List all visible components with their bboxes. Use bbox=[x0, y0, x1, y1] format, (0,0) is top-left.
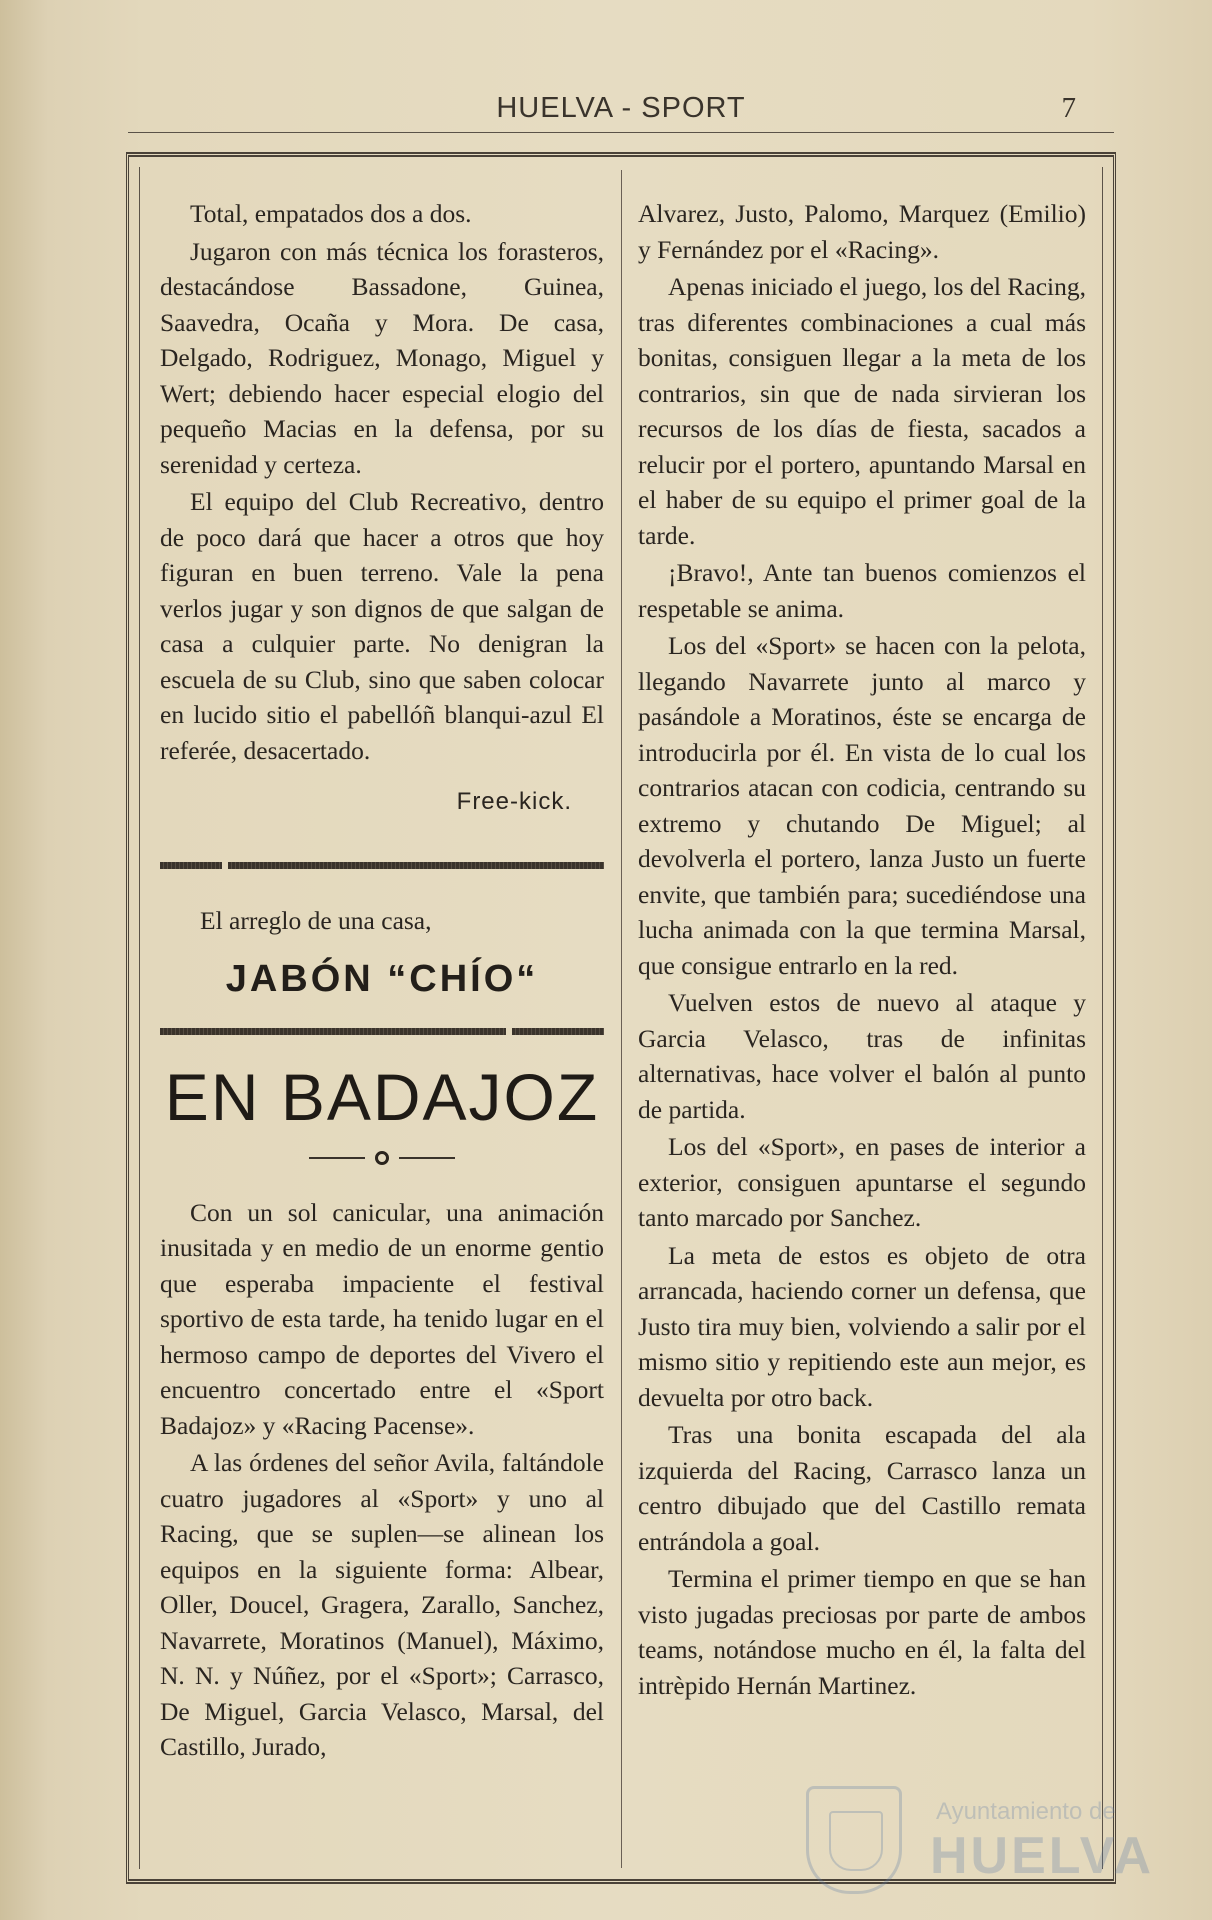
paragraph: Total, empatados dos a dos. bbox=[190, 199, 472, 228]
paragraph: Tras una bonita escapada del ala izquierda del Racing, Carrasco lanza un centro dibujado que del Castillo remata entrándola a goal. bbox=[638, 1420, 1086, 1556]
paragraph: ¡Bravo!, Ante tan buenos comienzos el respetable se anima. bbox=[638, 558, 1086, 623]
article-headline: EN BADAJOZ bbox=[164, 1059, 600, 1134]
archive-watermark bbox=[806, 1786, 1155, 1896]
section-rule bbox=[160, 862, 604, 869]
shield-icon bbox=[806, 1786, 902, 1894]
ring-ornament-icon bbox=[375, 1151, 389, 1165]
paragraph: Los del «Sport» se hacen con la pelota, llegando Navarrete junto al marco y pasándole a Moratinos, éste se encarga de introducirla por él. En vista de lo cual los contrarios atacan con codicia, centrando su extremo y chutando De Miguel; al devolverla el portero, lanza Justo un fuerte envite, que también para; sucediéndose una lucha animada con la que termina Marsal, que consigue entrarlo en la red. bbox=[638, 631, 1086, 980]
column-divider bbox=[621, 170, 622, 1868]
headline-ornament bbox=[160, 1151, 604, 1165]
paragraph: Termina el primer tiempo en que se han visto jugadas preciosas por parte de ambos teams, notándose mucho en él, la falta del intrèpido Hernán Martinez. bbox=[638, 1564, 1086, 1700]
running-title: HUELVA - SPORT bbox=[496, 92, 746, 124]
watermark-line2: HUELVA bbox=[930, 1827, 1155, 1885]
advert-line: El arreglo de una casa, bbox=[200, 905, 432, 935]
paragraph: A las órdenes del señor Avila, faltándole cuatro jugadores al «Sport» y uno al Racing, que se suplen—se alinean los equipos en la siguiente forma: Albear, Oller, Doucel, Gragera, Zarallo, Sanchez, Navarrete, Moratinos (Manuel), Máximo, N. N. y Núñez, por el «Sport»; Carrasco, De Miguel, Garcia Velasco, Marsal, del Castillo, Jurado, bbox=[160, 1448, 604, 1761]
watermark-line1: Ayuntamiento de bbox=[936, 1798, 1116, 1825]
paragraph: Jugaron con más técnica los forasteros, destacándose Bassadone, Guinea, Saavedra, Ocaña y Mora. De casa, Delgado, Rodriguez, Monago, Miguel y Wert; debiendo hacer especial elogio del pequeño Macias en la defensa, por su serenidad y certeza. bbox=[160, 236, 604, 479]
paragraph: Apenas iniciado el juego, los del Racing, tras diferentes combinaciones a cual más bonitas, consiguen llegar a la meta de los contrarios, sin que de nada sirvieran los recursos de los días de fiesta, sacados a relucir por el portero, apuntando Marsal en el haber de su equipo el primer goal de la tarde. bbox=[638, 272, 1086, 550]
left-column bbox=[160, 196, 604, 1765]
paragraph: La meta de estos es objeto de otra arrancada, haciendo corner un defensa, que Justo tira muy bien, volviendo a salir por el mismo sitio y repitiendo este aun mejor, es devuelta por otro back. bbox=[638, 1240, 1086, 1412]
signature: Free-kick. bbox=[456, 788, 572, 815]
paragraph: Los del «Sport», en pases de interior a exterior, consiguen apuntarse el segundo tanto marcado por Sanchez. bbox=[638, 1132, 1086, 1232]
advert-brand: JABÓN “CHÍO“ bbox=[225, 958, 539, 1000]
header-rule bbox=[128, 132, 1114, 133]
right-column bbox=[638, 196, 1086, 1703]
section-rule bbox=[160, 1028, 604, 1035]
paragraph: Con un sol canicular, una animación inusitada y en medio de un enorme gentio que esperaba impaciente el festival sportivo de esta tarde, ha tenido lugar en el hermoso campo de deportes del Vivero el encuentro concertado entre el «Sport Badajoz» y «Racing Pacense». bbox=[160, 1197, 604, 1440]
paragraph: Alvarez, Justo, Palomo, Marquez (Emilio) y Fernández por el «Racing». bbox=[638, 199, 1086, 264]
page-header bbox=[128, 92, 1114, 132]
paragraph: Vuelven estos de nuevo al ataque y Garcia Velasco, tras de infinitas alternativas, hace volver el balón al punto de partida. bbox=[638, 988, 1086, 1124]
paragraph: El equipo del Club Recreativo, dentro de poco dará que hacer a otros que hoy figuran en buen terreno. Vale la pena verlos jugar y son dignos de que salgan de casa a culquier parte. No denigran la escuela de su Club, sino que saben colocar en lucido sitio el pabellóñ blanqui-azul El referée, desacertado. bbox=[160, 487, 604, 765]
page-number: 7 bbox=[1061, 92, 1076, 124]
